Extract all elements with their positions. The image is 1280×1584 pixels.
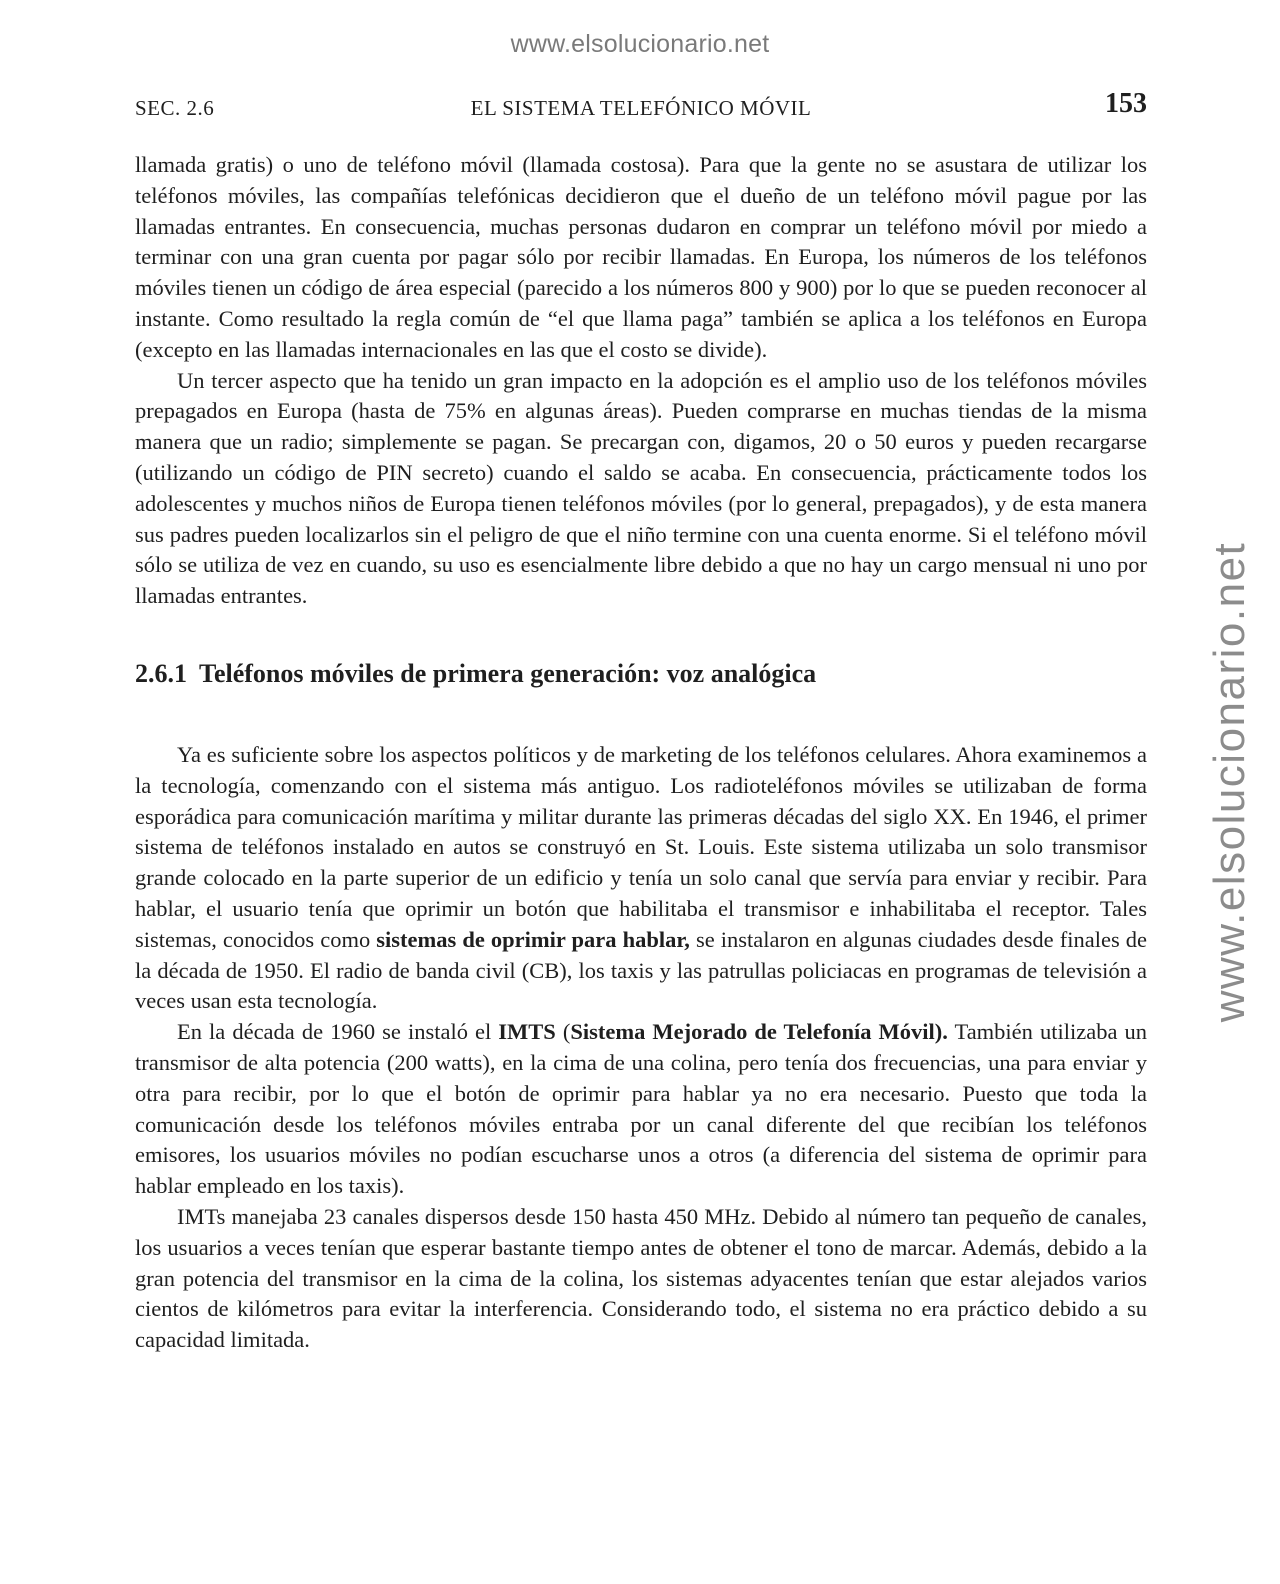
text-run: (	[555, 1019, 571, 1045]
text-run: se instalaron en algunas ciudades desde finales de la década de 1950. El radio de banda civil (CB), los taxis y las patrullas policiacas en programas de televisión a veces usan esta tecnología.	[135, 926, 1147, 1014]
section-heading	[135, 658, 1147, 690]
bold-term-imts-expansion: Sistema Mejorado de Telefonía Móvil).	[570, 1019, 948, 1045]
text-run: También utilizaba un transmisor de alta potencia (200 watts), en la cima de una colina, pero tenía dos frecuencias, una para enviar y otra para recibir, por lo que el botón de oprimir para hablar ya no era necesario. Puesto que toda la comunicación desde los teléfonos móviles entraba por un canal diferente del que recibían los teléfonos emisores, los usuarios móviles no podían escucharse unos a otros (a diferencia del sistema de oprimir para hablar empleado en los taxis).	[135, 1019, 1147, 1199]
paragraph-prepaid: Un tercer aspecto que ha tenido un gran impacto en la adopción es el amplio uso de los teléfonos móviles prepagados en Europa (hasta de 75% en algunas áreas). Pueden comprarse en muchas tiendas de la misma manera que un radio; simplemente se pagan. Se precargan con, digamos, 20 o 50 euros y pueden recargarse (utilizando un código de PIN secreto) cuando el saldo se acaba. En consecuencia, prácticamente todos los adolescentes y muchos niños de Europa tienen teléfonos móviles (por lo general, prepagados), y de esta manera sus padres pueden localizarlos sin el peligro de que el niño termine con una cuenta enorme. Si el teléfono móvil sólo se utiliza de vez en cuando, su uso es esencialmente libre debido a que no hay un cargo mensual ni uno por llamadas entrantes.	[135, 367, 1147, 609]
section-title: Teléfonos móviles de primera generación: voz analógica	[199, 658, 817, 688]
paragraph-push-to-talk	[135, 740, 1147, 1017]
bold-term: sistemas de oprimir para hablar,	[376, 926, 690, 952]
chapter-title: EL SISTEMA TELEFÓNICO MÓVIL	[470, 96, 812, 120]
section-reference: SEC. 2.6	[135, 96, 215, 120]
section-number: 2.6.1	[135, 658, 187, 688]
running-head	[135, 88, 1147, 124]
page-number: 153	[1105, 88, 1147, 119]
page-body	[135, 150, 1147, 1356]
text-run: Ya es suficiente sobre los aspectos políticos y de marketing de los teléfonos celulares. Ahora examinemos a la tecnología, comenzando con el sistema más antiguo. Los radioteléfonos móviles se utilizaban de forma esporádica para comunicación marítima y militar durante las primeras décadas del siglo XX. En 1946, el primer sistema de teléfonos instalado en autos se construyó en St. Louis. Este sistema utilizaba un solo transmisor grande colocado en la parte superior de un edificio y tenía un solo canal que servía para enviar y recibir. Para hablar, el usuario tenía que oprimir un botón que habilitaba el transmisor e inhabilitaba el receptor. Tales sistemas, conocidos como	[135, 741, 1147, 952]
bold-term-imts: IMTS	[498, 1019, 556, 1045]
watermark-url-side: www.elsolucionario.net	[1205, 541, 1254, 1023]
watermark-url-top: www.elsolucionario.net	[510, 30, 770, 58]
paragraph-imts	[135, 1017, 1147, 1202]
paragraph-imts-channels: IMTs manejaba 23 canales dispersos desde 150 hasta 450 MHz. Debido al número tan pequeño de canales, los usuarios a veces tenían que esperar bastante tiempo antes de obtener el tono de marcar. Además, debido a la gran potencia del transmisor en la cima de la colina, los sistemas adyacentes tenían que estar alejados varios cientos de kilómetros para evitar la interferencia. Considerando todo, el sistema no era práctico debido a su capacidad limitada.	[135, 1203, 1147, 1353]
text-run: En la década de 1960 se instaló el	[177, 1019, 499, 1045]
paragraph-continuation: llamada gratis) o uno de teléfono móvil (llamada costosa). Para que la gente no se asustara de utilizar los teléfonos móviles, las compañías telefónicas decidieron que el dueño de un teléfono móvil pague por las llamadas entrantes. En consecuencia, muchas personas dudaron en comprar un teléfono móvil por miedo a terminar con una gran cuenta por pagar sólo por recibir llamadas. En Europa, los números de los teléfonos móviles tienen un código de área especial (parecido a los números 800 y 900) por lo que se pueden reconocer al instante. Como resultado la regla común de “el que llama paga” también se aplica a los teléfonos en Europa (excepto en las llamadas internacionales en las que el costo se divide).	[135, 152, 1147, 362]
